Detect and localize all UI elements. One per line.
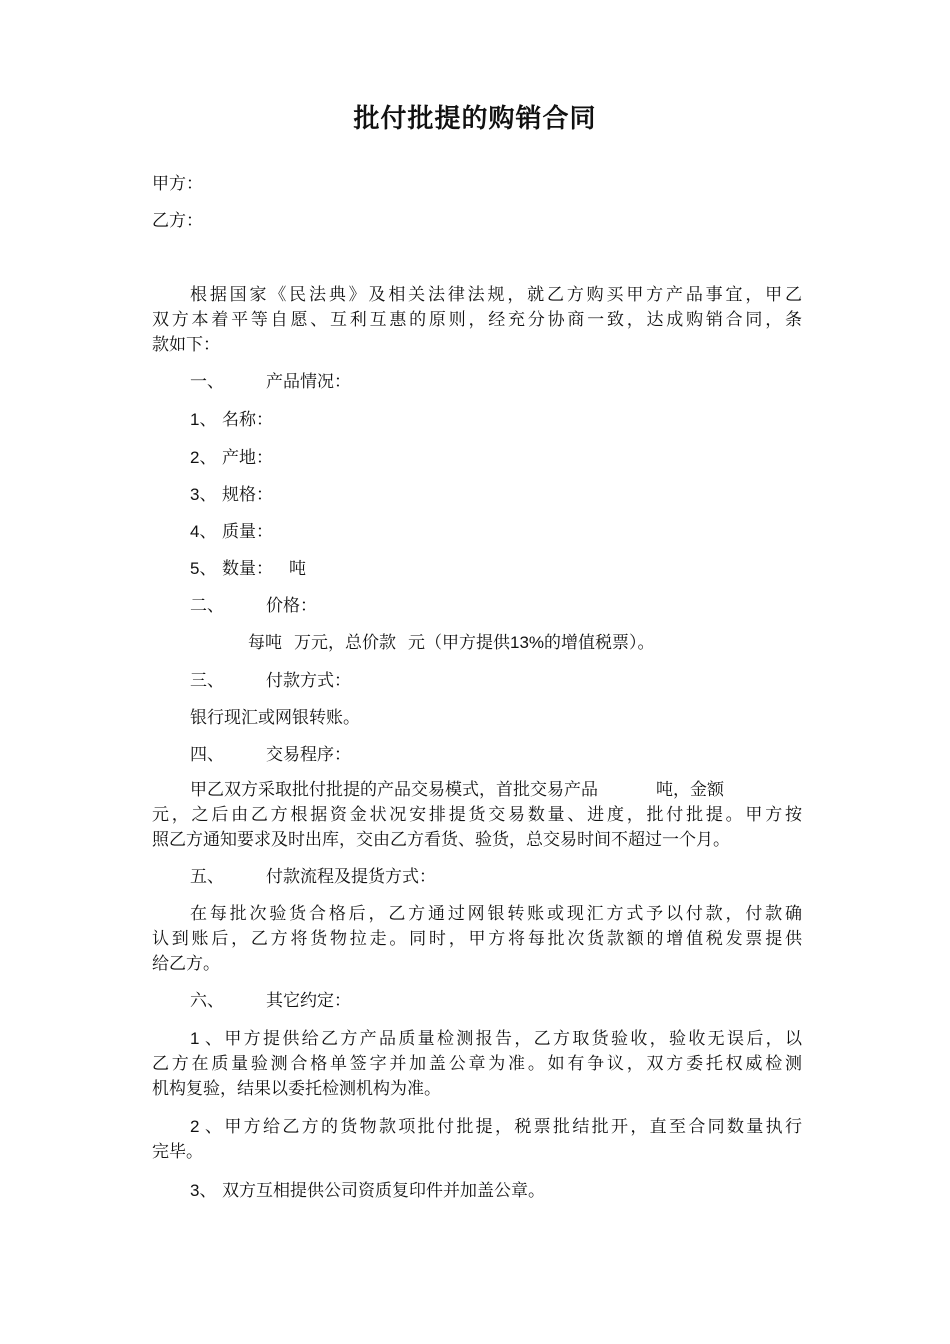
product-item-3 [190,483,850,508]
section-2-heading [190,594,850,619]
tax-rate: 13% [510,633,545,652]
section-number: 五、 [190,867,224,887]
term-text: 甲方提供给乙方产品质量检测报告，乙方取货验收，验收无误后，以 [222,1029,802,1049]
section-4-heading [190,743,850,768]
item-number: 4、 [190,522,217,541]
term-text: 甲方给乙方的货物款项批付批提，税票批结批开，直至合同数量执行 [222,1117,802,1137]
flow-line-3: 给乙方。 [152,954,220,974]
payment-method-text: 银行现汇或网银转账。 [190,708,360,728]
item-number: 2、 [190,448,217,467]
price-line [248,631,908,656]
procedure-text-a: 甲乙双方采取批付批提的产品交易模式，首批交易产品 [190,780,598,800]
procedure-line-2: 元，之后由乙方根据资金状况安排提货交易数量、进度，批付批提。甲方按 [152,805,802,825]
price-part-2: 万元，总价款 [294,633,396,653]
price-part-3: 元（甲方提供 [408,633,510,653]
party-a-label: 甲方： [152,174,203,194]
term-number: 1、 [190,1029,222,1048]
item-number: 3、 [190,485,217,504]
section-title: 其它约定： [266,991,351,1011]
product-item-2 [190,446,850,471]
item-number: 1、 [190,410,217,429]
section-number: 四、 [190,745,224,765]
item-label: 产地： [222,448,273,468]
section-6-heading [190,989,850,1014]
product-item-1 [190,408,850,433]
section-number: 六、 [190,991,224,1011]
procedure-line-1 [190,778,850,803]
price-part-4: 的增值税票）。 [544,633,655,653]
term-1-line-2: 乙方在质量验测合格单签字并加盖公章为准。如有争议，双方委托权威检测 [152,1054,802,1074]
product-item-5 [190,557,850,582]
section-1-heading [190,370,850,395]
item-label: 质量： [222,522,273,542]
term-2-line-1 [190,1115,802,1140]
section-5-heading [190,865,850,890]
price-part-1: 每吨 [248,633,282,653]
term-number: 2、 [190,1117,222,1136]
document-title: 批付批提的购销合同 [353,104,597,134]
section-number: 三、 [190,671,224,691]
intro-line-2: 双方本着平等自愿、互利互惠的原则，经充分协商一致，达成购销合同，条 [152,310,802,330]
intro-line-1: 根据国家《民法典》及相关法律法规，就乙方购买甲方产品事宜，甲乙 [190,285,802,305]
item-unit: 吨 [289,559,306,579]
flow-line-2: 认到账后，乙方将货物拉走。同时，甲方将每批次货款额的增值税发票提供 [152,929,802,949]
section-title: 交易程序： [266,745,351,765]
term-text: 双方互相提供公司资质复印件并加盖公章。 [222,1181,545,1201]
section-3-heading [190,669,850,694]
term-1-line-1 [190,1027,802,1052]
section-title: 产品情况： [266,372,351,392]
section-title: 付款流程及提货方式： [266,867,436,887]
intro-line-3: 款如下： [152,335,220,355]
term-3-line-1 [190,1179,850,1204]
term-2-line-2: 完毕。 [152,1142,203,1162]
term-1-line-3: 机构复验，结果以委托检测机构为准。 [152,1079,441,1099]
section-number: 二、 [190,596,224,616]
flow-line-1: 在每批次验货合格后，乙方通过网银转账或现汇方式予以付款，付款确 [190,904,802,924]
section-title: 付款方式： [266,671,351,691]
term-number: 3、 [190,1181,217,1200]
item-label: 数量： [222,559,273,579]
section-number: 一、 [190,372,224,392]
procedure-line-3: 照乙方通知要求及时出库，交由乙方看货、验货，总交易时间不超过一个月。 [152,830,730,850]
product-item-4 [190,520,850,545]
item-label: 名称： [222,410,273,430]
procedure-text-b: 吨，金额 [656,780,724,800]
item-label: 规格： [222,485,273,505]
item-number: 5、 [190,559,217,578]
party-b-label: 乙方： [152,211,203,231]
section-title: 价格： [266,596,317,616]
